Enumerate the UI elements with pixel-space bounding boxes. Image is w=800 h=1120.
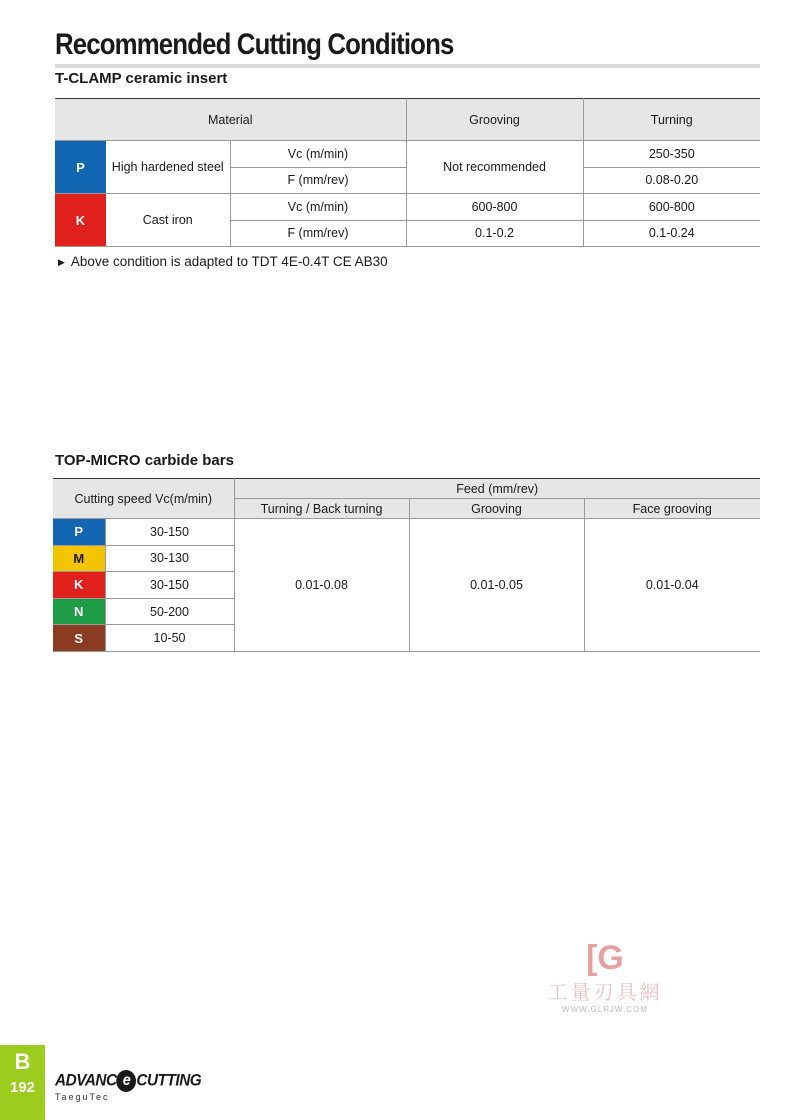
feed-grooving-value: 0.01-0.05 bbox=[409, 519, 584, 652]
brand-subtitle: TaeguTec bbox=[55, 1092, 110, 1102]
table-note bbox=[58, 254, 388, 269]
feed-turning-value: 0.01-0.08 bbox=[234, 519, 409, 652]
section-title-topmicro: TOP-MICRO carbide bars bbox=[55, 452, 234, 469]
header-material: Material bbox=[55, 99, 406, 141]
material-name: High hardened steel bbox=[106, 141, 230, 194]
speed-value: 30-150 bbox=[105, 572, 234, 599]
section-title-tclamp: T-CLAMP ceramic insert bbox=[55, 70, 228, 87]
brand-logo bbox=[55, 1070, 218, 1102]
tclamp-conditions-table bbox=[55, 98, 760, 247]
iso-badge-p: P bbox=[53, 519, 105, 546]
param-label: F (mm/rev) bbox=[230, 220, 406, 247]
header-feed: Feed (mm/rev) bbox=[234, 479, 760, 499]
iso-badge-s: S bbox=[53, 625, 105, 652]
title-divider bbox=[55, 64, 760, 68]
brand-text-left: ADVANC bbox=[55, 1070, 117, 1090]
speed-value: 30-130 bbox=[105, 545, 234, 572]
watermark-chinese-text: 工量刃具網 bbox=[547, 982, 663, 1004]
iso-badge-k: K bbox=[53, 572, 105, 599]
header-turning: Turning bbox=[583, 99, 760, 141]
param-label: Vc (m/min) bbox=[230, 194, 406, 221]
header-face-grooving: Face grooving bbox=[584, 499, 760, 519]
section-tab bbox=[0, 1045, 45, 1120]
iso-badge-n: N bbox=[53, 598, 105, 625]
note-text: Above condition is adapted to TDT 4E-0.4T CE AB30 bbox=[70, 254, 388, 269]
header-grooving: Grooving bbox=[409, 499, 584, 519]
turning-value: 0.1-0.24 bbox=[583, 220, 760, 247]
watermark-logo-icon: [G bbox=[586, 939, 624, 977]
page-title: Recommended Cutting Conditions bbox=[55, 28, 454, 61]
turning-value: 0.08-0.20 bbox=[583, 167, 760, 194]
header-cutting-speed: Cutting speed Vc(m/min) bbox=[53, 479, 234, 519]
iso-badge-p: P bbox=[55, 141, 106, 194]
brand-text-right: CUTTING bbox=[136, 1070, 202, 1090]
param-label: F (mm/rev) bbox=[230, 167, 406, 194]
speed-value: 50-200 bbox=[105, 598, 234, 625]
topmicro-conditions-table bbox=[53, 478, 760, 652]
watermark bbox=[530, 940, 680, 1014]
param-label: Vc (m/min) bbox=[230, 141, 406, 168]
section-letter: B bbox=[14, 1049, 31, 1074]
material-name: Cast iron bbox=[106, 194, 230, 247]
brand-e-icon: e bbox=[117, 1070, 137, 1092]
bullet-triangle-icon: ▶ bbox=[58, 257, 65, 267]
watermark-url: WWW.GLRJW.COM bbox=[562, 1005, 648, 1014]
brand-wordmark bbox=[55, 1070, 201, 1092]
iso-badge-m: M bbox=[53, 545, 105, 572]
speed-value: 30-150 bbox=[105, 519, 234, 546]
speed-value: 10-50 bbox=[105, 625, 234, 652]
grooving-value: 600-800 bbox=[406, 194, 583, 221]
header-turning: Turning / Back turning bbox=[234, 499, 409, 519]
turning-value: 250-350 bbox=[583, 141, 760, 168]
feed-face-grooving-value: 0.01-0.04 bbox=[584, 519, 760, 652]
grooving-value: Not recommended bbox=[406, 141, 583, 194]
turning-value: 600-800 bbox=[583, 194, 760, 221]
grooving-value: 0.1-0.2 bbox=[406, 220, 583, 247]
page-number: 192 bbox=[9, 1079, 36, 1096]
header-grooving: Grooving bbox=[406, 99, 583, 141]
iso-badge-k: K bbox=[55, 194, 106, 247]
